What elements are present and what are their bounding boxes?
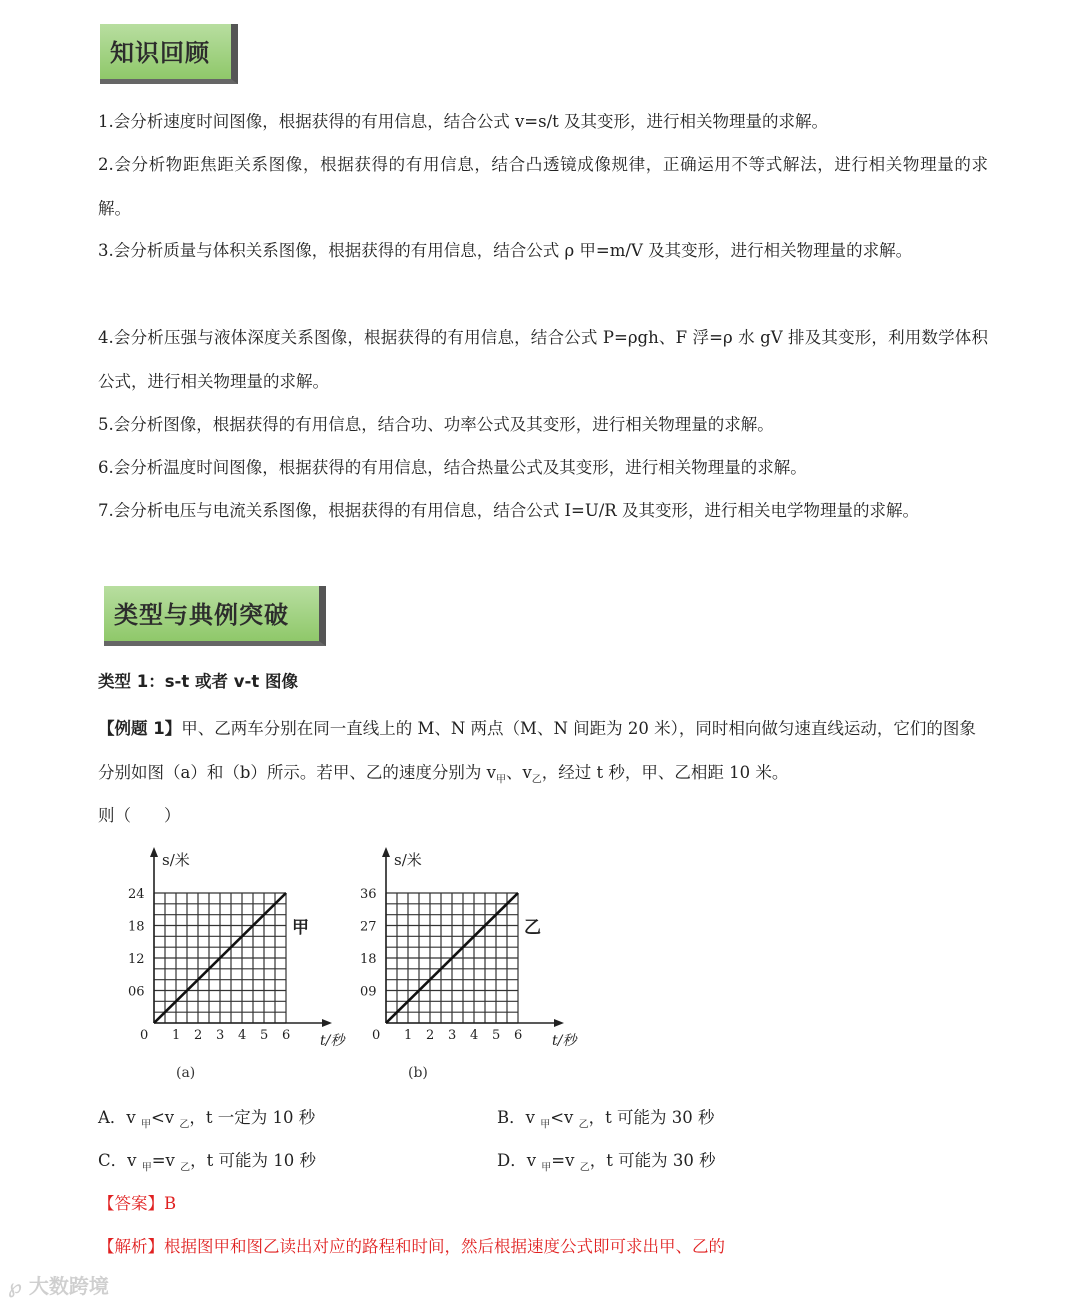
option-c[interactable]: C．v $_甲$=v $_乙$，t 可能为 10 秒	[98, 1151, 316, 1174]
x-axis-label: t/秒	[552, 1033, 577, 1049]
type-heading: 类型 1：s-t 或者 v-t 图像	[98, 672, 299, 691]
watermark-logo-icon: ℘	[8, 1274, 29, 1298]
st-graphs-figure	[120, 840, 600, 1090]
x-tick-label: 0	[372, 1028, 381, 1043]
option-b[interactable]: B．v $_甲$<v $_乙$，t 可能为 30 秒	[497, 1108, 715, 1131]
x-tick-label: 5	[492, 1028, 501, 1043]
review-item-1: 1.会分析速度时间图像，根据获得的有用信息，结合公式 v=s/t 及其变形，进行相关物理量的求解。	[98, 112, 829, 131]
section-banner-types: 类型与典例突破	[104, 586, 326, 646]
watermark: ℘ 大数跨境	[8, 1274, 109, 1298]
y-tick-label: 18	[360, 952, 377, 967]
x-tick-label: 1	[404, 1028, 413, 1043]
example-question	[98, 707, 988, 802]
y-tick-label: 36	[360, 887, 377, 902]
x-tick-label: 2	[426, 1028, 435, 1043]
y-axis-arrow	[382, 847, 390, 857]
review-item-4: 4.会分析压强与液体深度关系图像，根据获得的有用信息，结合公式 P=ρgh、F 浮=ρ 水 gV 排及其变形，利用数学体积公式，进行相关物理量的求解。	[98, 328, 988, 391]
review-item-7: 7.会分析电压与电流关系图像，根据获得的有用信息，结合公式 I=U/R 及其变形，进行相关电学物理量的求解。	[98, 501, 919, 520]
subscript-yi: 乙	[531, 774, 542, 786]
x-tick-label: 6	[514, 1028, 523, 1043]
y-tick-label: 09	[360, 984, 377, 1000]
example-text-3: 则（ ）	[98, 806, 181, 825]
section-banner-review: 知识回顾	[100, 24, 238, 84]
series-label: 甲	[292, 918, 309, 938]
subscript-jia: 甲	[495, 774, 506, 786]
review-item-6: 6.会分析温度时间图像，根据获得的有用信息，结合热量公式及其变形，进行相关物理量的求解。	[98, 458, 807, 477]
option-a[interactable]: A．v $_甲$<v $_乙$，t 一定为 10 秒	[98, 1108, 316, 1131]
answer-line: 【答案】B	[98, 1194, 177, 1213]
y-axis-label: s/米	[394, 851, 422, 869]
series-label: 乙	[524, 918, 541, 938]
x-tick-label: 3	[216, 1028, 225, 1043]
y-axis-label: s/米	[162, 851, 190, 869]
x-tick-label: 2	[194, 1028, 203, 1043]
x-tick-label: 4	[470, 1028, 479, 1043]
example-text-2: ，经过 t 秒，甲、乙相距 10 米。	[541, 763, 789, 782]
y-tick-label: 18	[128, 919, 145, 935]
x-axis-arrow	[554, 1019, 564, 1027]
x-tick-label: 5	[260, 1028, 269, 1043]
x-tick-label: 0	[140, 1028, 149, 1043]
x-axis-arrow	[322, 1019, 332, 1027]
x-tick-label: 1	[172, 1028, 181, 1043]
y-tick-label: 12	[128, 952, 145, 967]
chart-caption: (a)	[176, 1065, 196, 1081]
y-tick-label: 27	[360, 919, 377, 935]
example-sep: 、v	[505, 763, 532, 782]
review-item-5: 5.会分析图像，根据获得的有用信息，结合功、功率公式及其变形，进行相关物理量的求解。	[98, 415, 774, 434]
option-d[interactable]: D．v $_甲$=v $_乙$，t 可能为 30 秒	[497, 1151, 716, 1174]
chart-caption: (b)	[408, 1065, 428, 1081]
example-lead: 【例题 1】	[98, 719, 182, 738]
x-tick-label: 3	[448, 1028, 457, 1043]
example-text-1: 甲、乙两车分别在同一直线上的 M、N 两点（M、N 间距为 20 米），同时相向做匀速直线运动，它们的图象分别如图（a）和（b）所示。若甲、乙的速度分别为 v	[98, 719, 976, 782]
review-item-3: 3.会分析质量与体积关系图像，根据获得的有用信息，结合公式 ρ 甲=m/V 及其变形，进行相关物理量的求解。	[98, 241, 913, 260]
y-axis-arrow	[150, 847, 158, 857]
y-tick-label: 24	[128, 887, 145, 902]
review-item-2: 2.会分析物距焦距关系图像，根据获得的有用信息，结合凸透镜成像规律，正确运用不等式解法，进行相关物理量的求解。	[98, 155, 988, 218]
x-axis-label: t/秒	[320, 1033, 345, 1049]
x-tick-label: 6	[282, 1028, 291, 1043]
analysis-line: 【解析】根据图甲和图乙读出对应的路程和时间，然后根据速度公式即可求出甲、乙的	[98, 1237, 725, 1256]
x-tick-label: 4	[238, 1028, 247, 1043]
y-tick-label: 06	[128, 984, 145, 1000]
